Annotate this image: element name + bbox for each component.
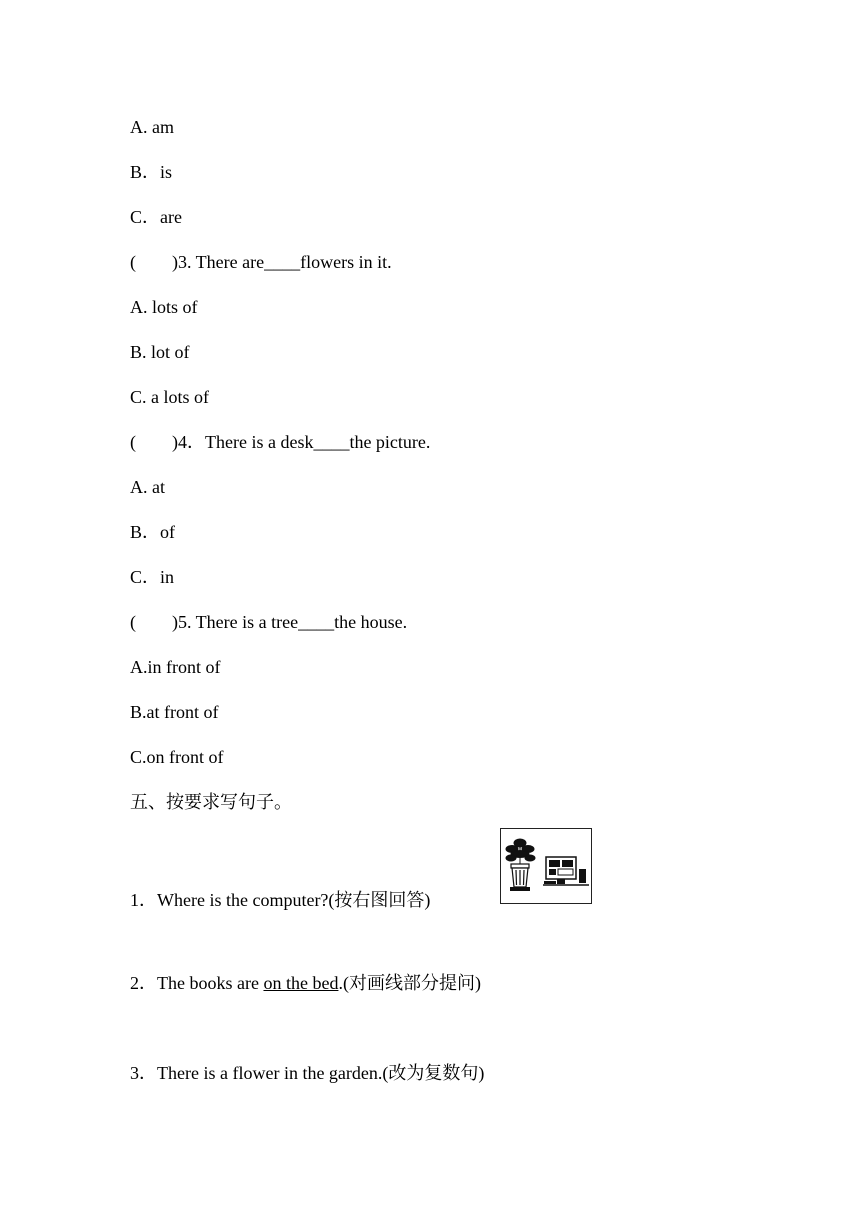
q3-stem: ( )3. There are____flowers in it. bbox=[130, 252, 392, 272]
q5-stem: ( )5. There is a tree____the house. bbox=[130, 612, 408, 632]
q5-option-b: B.at front of bbox=[130, 702, 219, 722]
q4-stem: ( )4．There is a desk____the picture. bbox=[130, 432, 431, 452]
s5-item1: 1．Where is the computer?(按右图回答) bbox=[130, 890, 431, 910]
q2-option-b: B．is bbox=[130, 162, 173, 182]
q2-option-a: A. am bbox=[130, 117, 174, 137]
q3-option-a: A. lots of bbox=[130, 297, 198, 317]
q4-option-a: A. at bbox=[130, 477, 165, 497]
q5-option-c: C.on front of bbox=[130, 747, 224, 767]
s5-item2 bbox=[130, 972, 481, 994]
section5-heading: 五、按要求写句子。 bbox=[130, 792, 292, 812]
s5-item2-prefix: 2．The books are bbox=[130, 973, 264, 993]
s5-item2-suffix: .(对画线部分提问) bbox=[338, 973, 481, 993]
q4-option-b: B．of bbox=[130, 522, 175, 542]
s5-item3: 3．There is a flower in the garden.(改为复数句) bbox=[130, 1063, 485, 1083]
q5-option-a: A.in front of bbox=[130, 657, 221, 677]
q3-option-b: B. lot of bbox=[130, 342, 190, 362]
s5-item2-underlined: on the bed bbox=[263, 973, 339, 993]
computer-desk-picture bbox=[500, 828, 592, 904]
q3-option-c: C. a lots of bbox=[130, 387, 209, 407]
plant-and-computer-icon bbox=[501, 829, 591, 903]
q2-option-c: C．are bbox=[130, 207, 182, 227]
q4-option-c: C．in bbox=[130, 567, 175, 587]
